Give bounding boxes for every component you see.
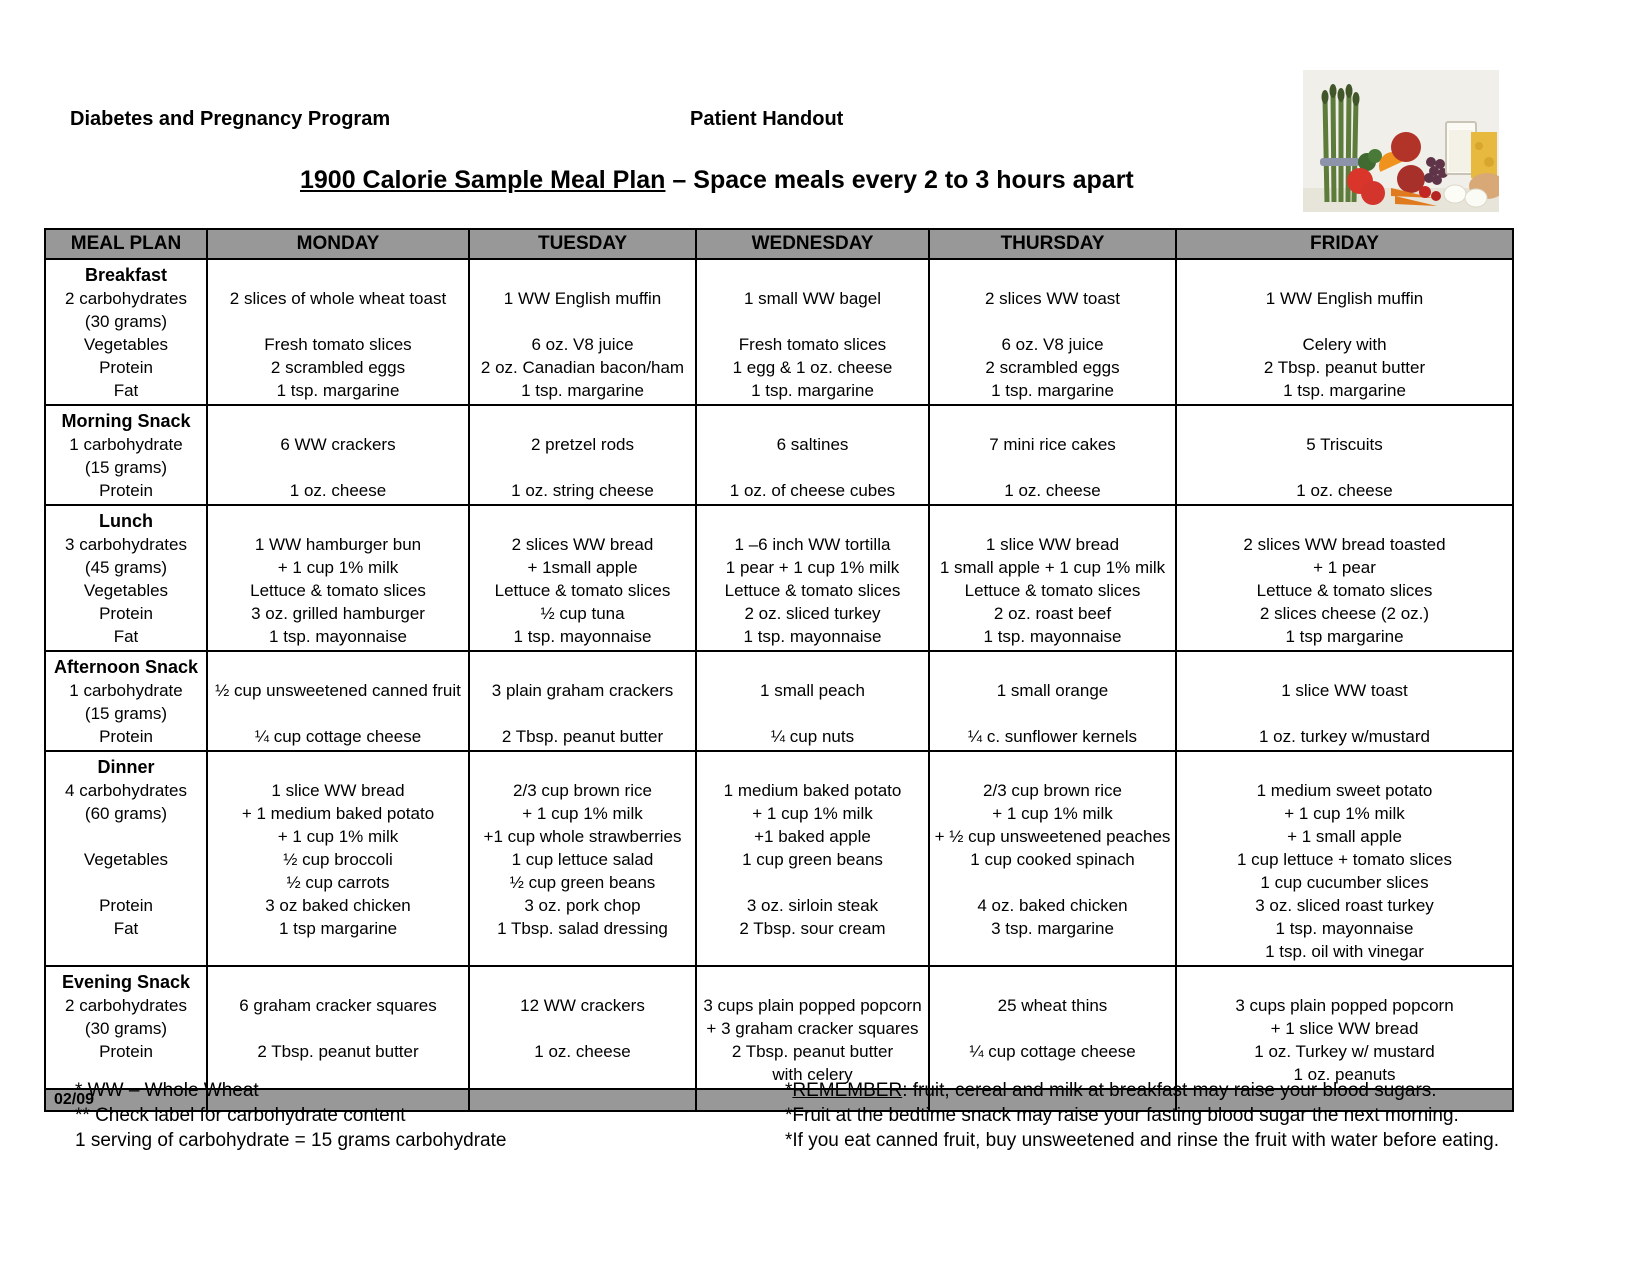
food-item: 2 slices WW toast: [984, 289, 1121, 308]
food-item: 6 graham cracker squares: [239, 996, 437, 1015]
col-header-tuesday: TUESDAY: [469, 229, 696, 259]
food-item: 1 egg & 1 oz. cheese: [732, 358, 893, 377]
food-item: ¼ cup nuts: [770, 727, 855, 746]
food-item: [932, 510, 1173, 533]
food-item: [699, 310, 926, 333]
food-item: [932, 310, 1173, 333]
note-remember: *REMEMBER: fruit, cereal and milk at breakfast may raise your blood sugars.: [785, 1080, 1437, 1101]
food-item: 1 tsp margarine: [1285, 627, 1404, 646]
plan-line: Protein: [99, 604, 153, 623]
food-item: 1 oz. turkey w/mustard: [1258, 727, 1430, 746]
day-cell: [1176, 405, 1513, 505]
food-item: 5 Triscuits: [1306, 435, 1383, 454]
note-bedtime-fruit: *Fruit at the bedtime snack may raise your fasting blood sugar the next morning.: [785, 1105, 1459, 1126]
food-item: 2/3 cup brown rice: [513, 781, 652, 800]
food-item: [932, 656, 1173, 679]
plan-line: 1 carbohydrate: [69, 681, 183, 700]
food-item: 1 tsp. margarine: [276, 381, 400, 400]
food-item: 1 medium sweet potato: [1256, 781, 1433, 800]
food-item: + ½ cup unsweetened peaches: [934, 827, 1171, 846]
plan-line: Fat: [113, 627, 139, 646]
food-item: [699, 971, 926, 994]
food-item: 1 oz. of cheese cubes: [729, 481, 896, 500]
food-item: [472, 971, 693, 994]
food-item: [210, 510, 466, 533]
page-title-suffix: – Space meals every 2 to 3 hours apart: [665, 166, 1134, 194]
food-item: 1 –6 inch WW tortilla: [734, 535, 891, 554]
food-item: [210, 410, 466, 433]
food-item: 2 Tbsp. peanut butter: [257, 1042, 419, 1061]
day-cell: [207, 651, 469, 751]
day-cell: [1176, 651, 1513, 751]
food-item: 1 tsp. margarine: [991, 381, 1114, 400]
food-item: [1179, 971, 1510, 994]
day-cell: [696, 966, 929, 1089]
food-item: ½ cup tuna: [540, 604, 625, 623]
food-item: Celery with: [1302, 335, 1387, 354]
day-cell: [929, 966, 1176, 1089]
plan-line: Vegetables: [83, 581, 169, 600]
food-item: 6 oz. V8 juice: [1001, 335, 1104, 354]
food-item: [699, 702, 926, 725]
food-item: 7 mini rice cakes: [989, 435, 1116, 454]
food-item: 1 tsp. mayonnaise: [269, 627, 407, 646]
food-item: 1 tsp. mayonnaise: [743, 627, 882, 646]
food-item: [1179, 264, 1510, 287]
food-item: [932, 1017, 1173, 1040]
food-item: Lettuce & tomato slices: [1256, 581, 1433, 600]
food-item: 1 oz. Turkey w/ mustard: [1254, 1042, 1435, 1061]
food-item: + 1 cup 1% milk: [277, 827, 399, 846]
plan-line: [48, 871, 204, 894]
food-item: 2 scrambled eggs: [270, 358, 406, 377]
plan-line: 3 carbohydrates: [65, 535, 187, 554]
food-item: 3 cups plain popped popcorn: [703, 996, 922, 1015]
food-item: + 1 cup 1% milk: [277, 558, 399, 577]
food-item: Lettuce & tomato slices: [250, 581, 426, 600]
food-item: 2 pretzel rods: [531, 435, 634, 454]
notes-right: [785, 1078, 1499, 1153]
food-item: [699, 510, 926, 533]
col-header-friday: FRIDAY: [1176, 229, 1513, 259]
food-item: + 1 cup 1% milk: [1284, 804, 1405, 823]
meal-table-body: [45, 259, 1513, 1089]
food-item: +1 cup whole strawberries: [483, 827, 682, 846]
food-item: [932, 264, 1173, 287]
food-item: [472, 756, 693, 779]
plan-cell: [45, 505, 207, 651]
food-item: 1 WW English muffin: [1265, 289, 1424, 308]
note-canned-fruit: *If you eat canned fruit, buy unsweetened and rinse the fruit with water before eating.: [785, 1130, 1499, 1151]
food-item: [210, 971, 466, 994]
food-item: 2 Tbsp. peanut butter: [1263, 358, 1426, 377]
plan-line: Protein: [99, 481, 153, 500]
food-item: Lettuce & tomato slices: [964, 581, 1141, 600]
meal-name: Afternoon Snack: [53, 657, 199, 677]
food-item: [699, 871, 926, 894]
notes-left: [75, 1078, 506, 1153]
day-cell: [207, 405, 469, 505]
day-cell: [696, 651, 929, 751]
day-cell: [696, 259, 929, 405]
food-item: [472, 656, 693, 679]
food-item: 1 tsp. margarine: [751, 381, 874, 400]
day-cell: [469, 405, 696, 505]
plan-line: Vegetables: [83, 850, 169, 869]
meal-name: Breakfast: [84, 265, 168, 285]
food-item: ½ cup unsweetened canned fruit: [215, 681, 461, 700]
food-item: [699, 264, 926, 287]
food-item: 1 cup cucumber slices: [1260, 873, 1429, 892]
food-item: + 1 small apple: [1287, 827, 1402, 846]
plan-line: (60 grams): [84, 804, 168, 823]
plan-line: 4 carbohydrates: [65, 781, 187, 800]
food-item: [699, 756, 926, 779]
food-item: Fresh tomato slices: [264, 335, 412, 354]
food-item: 4 oz. baked chicken: [977, 896, 1128, 915]
page-title-underlined: 1900 Calorie Sample Meal Plan: [300, 166, 666, 194]
food-item: [210, 756, 466, 779]
food-item: [932, 410, 1173, 433]
plan-line: Fat: [113, 919, 139, 938]
food-item: 1 oz. cheese: [534, 1042, 631, 1061]
meal-section-row: [45, 651, 1513, 751]
food-item: 6 oz. V8 juice: [531, 335, 634, 354]
plan-line: [48, 940, 204, 963]
food-item: 3 oz. sliced roast turkey: [1255, 896, 1434, 915]
meal-section-row: [45, 259, 1513, 405]
page-title: [300, 166, 1134, 195]
food-item: 1 small peach: [760, 681, 865, 700]
food-item: [472, 264, 693, 287]
food-item: + 1 cup 1% milk: [522, 804, 643, 823]
food-item: [210, 264, 466, 287]
food-item: 1 tsp. margarine: [1283, 381, 1406, 400]
food-item: 1 oz. cheese: [1004, 481, 1101, 500]
food-item: [932, 971, 1173, 994]
food-item: 1 oz. cheese: [1296, 481, 1393, 500]
plan-line: [48, 825, 204, 848]
food-item: + 1 slice WW bread: [1270, 1019, 1419, 1038]
col-header-thursday: THURSDAY: [929, 229, 1176, 259]
day-cell: [469, 651, 696, 751]
food-item: [472, 456, 693, 479]
revision-date: 02/09: [45, 1089, 207, 1111]
food-item: [932, 756, 1173, 779]
note-ww: * WW – Whole Wheat: [75, 1080, 259, 1101]
day-cell: [469, 259, 696, 405]
food-item: 1 slice WW toast: [1281, 681, 1408, 700]
food-item: 2 oz. Canadian bacon/ham: [480, 358, 685, 377]
food-item: [699, 656, 926, 679]
day-cell: [1176, 505, 1513, 651]
plan-line: Vegetables: [83, 335, 169, 354]
plan-cell: [45, 966, 207, 1089]
day-cell: [696, 505, 929, 651]
food-item: 2/3 cup brown rice: [983, 781, 1122, 800]
food-item: 3 oz baked chicken: [265, 896, 411, 915]
food-item: 6 saltines: [776, 435, 849, 454]
food-item: [1179, 410, 1510, 433]
handout-label: Patient Handout: [690, 108, 844, 130]
day-cell: [929, 751, 1176, 966]
food-item: 1 tsp. margarine: [521, 381, 644, 400]
food-item: 2 oz. roast beef: [993, 604, 1112, 623]
food-item: [1179, 456, 1510, 479]
food-item: 2 scrambled eggs: [985, 358, 1120, 377]
food-item: [472, 410, 693, 433]
food-item: 2 slices WW bread: [511, 535, 654, 554]
day-cell: [1176, 751, 1513, 966]
plan-line: Protein: [99, 358, 153, 377]
plan-line: 2 carbohydrates: [65, 996, 187, 1015]
food-item: [932, 940, 1173, 963]
food-item: 1 slice WW bread: [985, 535, 1120, 554]
day-cell: [929, 651, 1176, 751]
day-cell: [929, 505, 1176, 651]
food-item: 3 oz. grilled hamburger: [251, 604, 425, 623]
food-item: [472, 310, 693, 333]
plan-line: Protein: [99, 1042, 153, 1061]
food-item: [210, 1017, 466, 1040]
table-header-row: [45, 229, 1513, 259]
food-item: 1 small apple + 1 cup 1% milk: [939, 558, 1166, 577]
food-item: [1179, 756, 1510, 779]
day-cell: [696, 751, 929, 966]
food-item: 1 medium baked potato: [723, 781, 902, 800]
plan-cell: [45, 405, 207, 505]
meal-name: Evening Snack: [61, 972, 191, 992]
food-item: with celery: [772, 1065, 853, 1084]
food-item: [1179, 702, 1510, 725]
food-item: Lettuce & tomato slices: [494, 581, 671, 600]
food-item: 1 cup cooked spinach: [970, 850, 1135, 869]
food-item: [472, 1017, 693, 1040]
food-item: [932, 871, 1173, 894]
meal-section-row: [45, 505, 1513, 651]
food-item: 1 tsp. oil with vinegar: [1265, 942, 1424, 961]
food-item: 1 tsp margarine: [278, 919, 398, 938]
plan-cell: [45, 751, 207, 966]
food-item: ½ cup broccoli: [283, 850, 393, 869]
food-item: 1 cup lettuce salad: [511, 850, 654, 869]
food-item: [210, 702, 466, 725]
food-item: + 1 medium baked potato: [241, 804, 435, 823]
food-item: 1 oz. peanuts: [1293, 1065, 1396, 1084]
food-item: 1 Tbsp. salad dressing: [497, 919, 668, 938]
food-item: 1 oz. string cheese: [511, 481, 654, 500]
food-item: ¼ cup cottage cheese: [254, 727, 422, 746]
food-item: + 1 pear: [1313, 558, 1376, 577]
plan-line: 2 carbohydrates: [65, 289, 187, 308]
food-item: 1 tsp. mayonnaise: [513, 627, 652, 646]
day-cell: [207, 259, 469, 405]
meal-plan-table: [44, 228, 1514, 1112]
food-item: + 1 cup 1% milk: [752, 804, 873, 823]
day-cell: [1176, 259, 1513, 405]
food-item: 1 small orange: [996, 681, 1109, 700]
food-item: 3 cups plain popped popcorn: [1235, 996, 1454, 1015]
healthy-foods-illustration: [1303, 70, 1499, 212]
food-item: + 1small apple: [527, 558, 638, 577]
food-item: 2 oz. sliced turkey: [744, 604, 881, 623]
meal-section-row: [45, 405, 1513, 505]
day-cell: [1176, 966, 1513, 1089]
plan-line: 1 carbohydrate: [69, 435, 183, 454]
food-item: 3 oz. pork chop: [524, 896, 641, 915]
food-item: [932, 702, 1173, 725]
food-item: [699, 410, 926, 433]
food-item: 2 Tbsp. peanut butter: [501, 727, 664, 746]
food-item: Fresh tomato slices: [738, 335, 887, 354]
food-item: ¼ cup cottage cheese: [969, 1042, 1136, 1061]
food-item: 2 Tbsp. peanut butter: [731, 1042, 894, 1061]
plan-line: (15 grams): [84, 458, 168, 477]
food-item: [210, 310, 466, 333]
meal-name: Lunch: [99, 511, 153, 531]
food-item: 1 oz. cheese: [289, 481, 387, 500]
food-item: 1 pear + 1 cup 1% milk: [725, 558, 900, 577]
food-item: ½ cup green beans: [509, 873, 656, 892]
food-item: 6 WW crackers: [280, 435, 396, 454]
day-cell: [469, 966, 696, 1089]
program-title: Diabetes and Pregnancy Program: [70, 108, 391, 130]
day-cell: [469, 505, 696, 651]
food-item: 2 Tbsp. sour cream: [739, 919, 886, 938]
food-item: 2 slices of whole wheat toast: [229, 289, 447, 308]
food-item: [699, 456, 926, 479]
food-item: 1 small WW bagel: [744, 289, 881, 308]
day-cell: [929, 259, 1176, 405]
plan-line: (45 grams): [84, 558, 168, 577]
day-cell: [469, 751, 696, 966]
food-item: ½ cup carrots: [286, 873, 390, 892]
food-item: [472, 702, 693, 725]
day-cell: [207, 505, 469, 651]
food-item: 25 wheat thins: [997, 996, 1108, 1015]
plan-line: Protein: [99, 727, 153, 746]
food-item: 2 slices WW bread toasted: [1243, 535, 1446, 554]
food-item: 2 slices cheese (2 oz.): [1259, 604, 1430, 623]
food-item: 3 oz. sirloin steak: [746, 896, 879, 915]
food-item: 1 WW English muffin: [503, 289, 662, 308]
col-header-meal-plan: MEAL PLAN: [45, 229, 207, 259]
food-item: 1 cup lettuce + tomato slices: [1237, 850, 1452, 869]
plan-line: Fat: [113, 381, 139, 400]
day-cell: [929, 405, 1176, 505]
food-item: 1 cup green beans: [742, 850, 883, 869]
food-item: [699, 940, 926, 963]
food-item: Lettuce & tomato slices: [724, 581, 901, 600]
food-item: 1 slice WW bread: [271, 781, 405, 800]
food-item: 3 tsp. margarine: [991, 919, 1114, 938]
food-item: [1179, 656, 1510, 679]
food-item: + 1 cup 1% milk: [992, 804, 1113, 823]
food-item: +1 baked apple: [754, 827, 871, 846]
day-cell: [207, 966, 469, 1089]
meal-name: Morning Snack: [61, 411, 191, 431]
plan-line: (15 grams): [84, 704, 168, 723]
meal-name: Dinner: [97, 757, 155, 777]
food-item: [932, 456, 1173, 479]
meal-section-row: [45, 751, 1513, 966]
day-cell: [207, 751, 469, 966]
plan-cell: [45, 259, 207, 405]
food-item: ¼ c. sunflower kernels: [967, 727, 1138, 746]
food-item: [1179, 310, 1510, 333]
food-item: [472, 510, 693, 533]
food-item: [210, 656, 466, 679]
food-item: 1 tsp. mayonnaise: [1275, 919, 1414, 938]
food-item: 3 plain graham crackers: [491, 681, 674, 700]
note-check-label: ** Check label for carbohydrate content: [75, 1105, 406, 1126]
plan-cell: [45, 651, 207, 751]
plan-line: Protein: [99, 896, 153, 915]
food-item: 12 WW crackers: [520, 996, 645, 1015]
food-item: [1179, 510, 1510, 533]
col-header-monday: MONDAY: [207, 229, 469, 259]
food-item: [210, 940, 466, 963]
day-cell: [696, 405, 929, 505]
food-item: [472, 940, 693, 963]
plan-line: (30 grams): [84, 312, 168, 331]
food-item: 1 tsp. mayonnaise: [983, 627, 1122, 646]
col-header-wednesday: WEDNESDAY: [696, 229, 929, 259]
plan-line: (30 grams): [84, 1019, 168, 1038]
food-item: [210, 456, 466, 479]
note-serving: 1 serving of carbohydrate = 15 grams carbohydrate: [75, 1130, 507, 1151]
meal-section-row: [45, 966, 1513, 1089]
food-item: 1 WW hamburger bun: [254, 535, 422, 554]
healthy-foods-photo: [1303, 70, 1499, 212]
food-item: + 3 graham cracker squares: [706, 1019, 919, 1038]
